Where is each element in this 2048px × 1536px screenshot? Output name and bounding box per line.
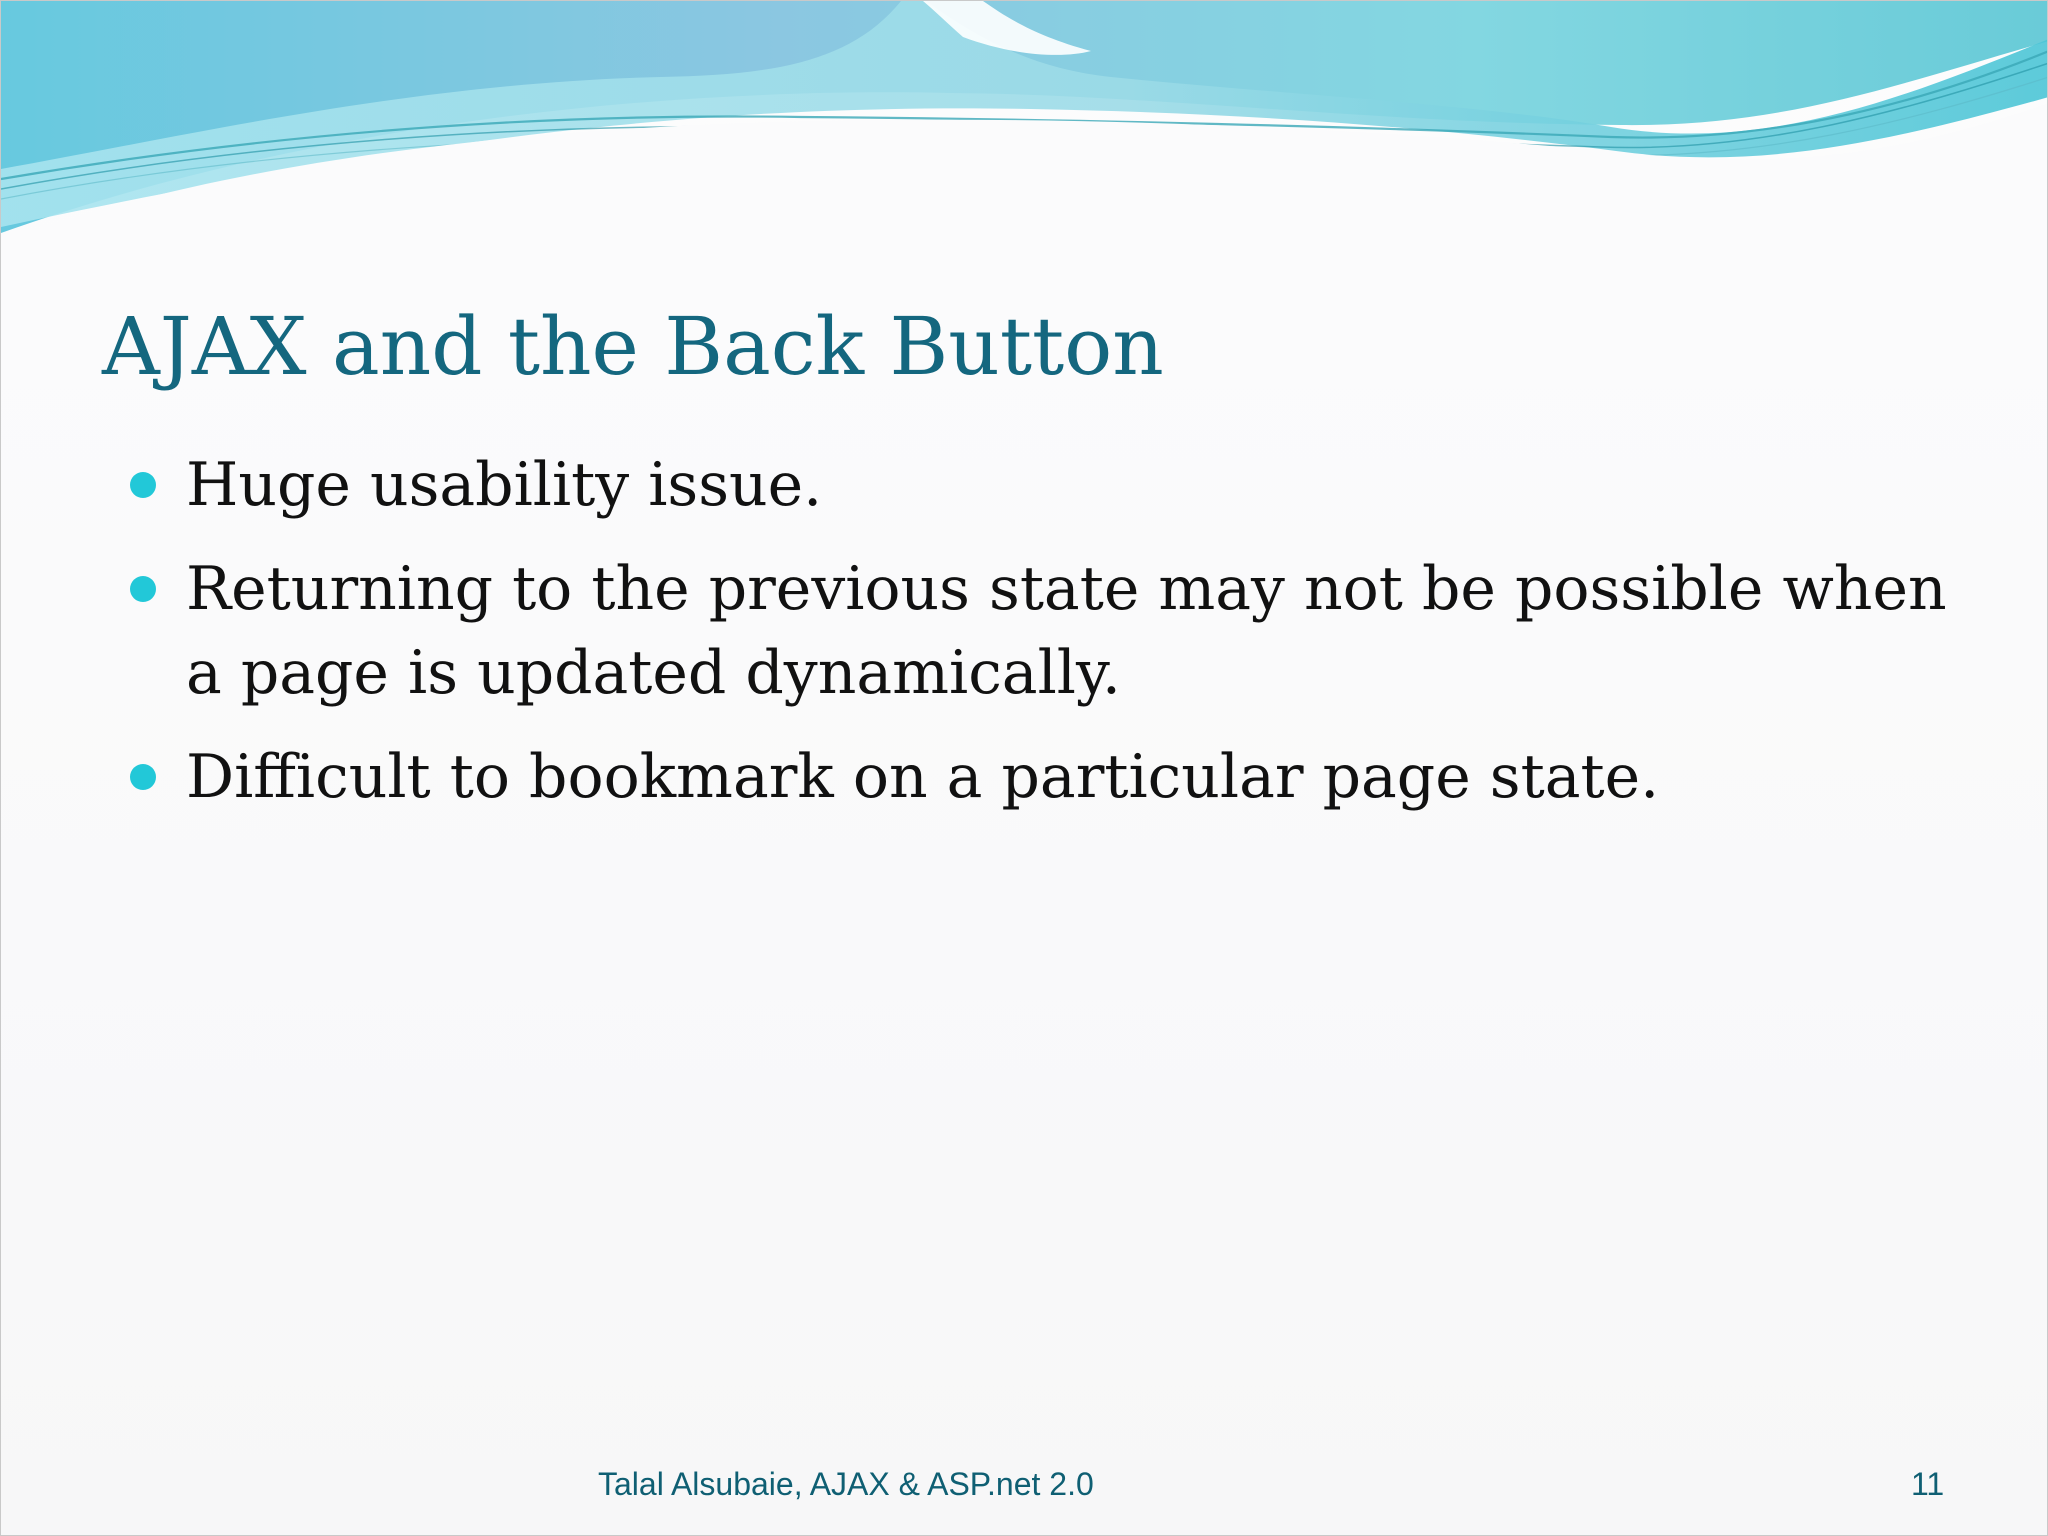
page-number: 11: [1911, 1466, 1945, 1502]
bullet-text: Returning to the previous state may not be possible when a page is updated dynamically.: [186, 554, 1947, 708]
bullet-text: Difficult to bookmark on a particular page state.: [186, 742, 1660, 812]
bullet-item: [125, 735, 1985, 819]
bullet-icon: [130, 764, 156, 790]
slide-title: AJAX and the Back Button: [102, 300, 1164, 393]
header-wave-decoration: [1, 1, 2048, 241]
bullet-item: [125, 547, 1985, 715]
bullet-item: [125, 443, 1985, 527]
bullet-list: [125, 443, 1985, 839]
bullet-icon: [130, 472, 156, 498]
bullet-icon: [130, 576, 156, 602]
bullet-text: Huge usability issue.: [186, 450, 823, 520]
slide-footer: Talal Alsubaie, AJAX & ASP.net 2.0: [598, 1466, 1094, 1502]
